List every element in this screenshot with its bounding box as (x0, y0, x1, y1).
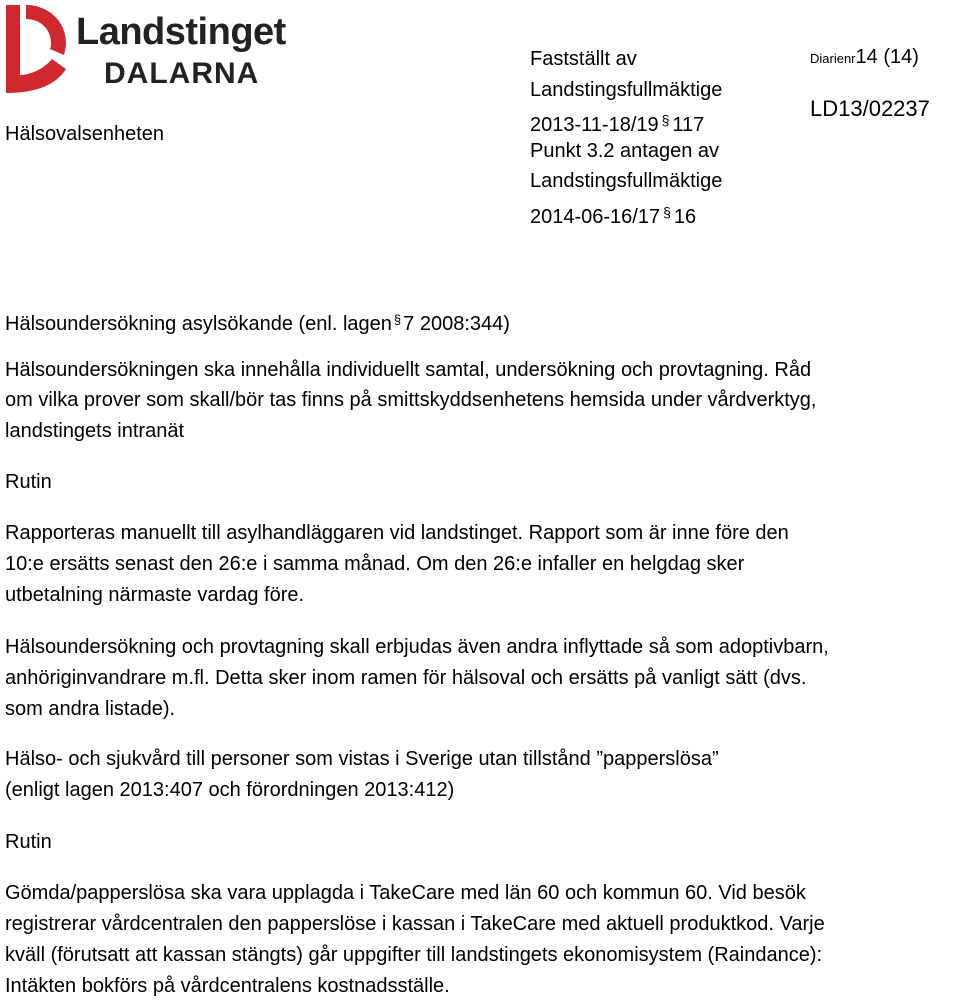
paragraph-line: 10:e ersätts senast den 26:e i samma månad. Om den 26:e infaller en helgdag sker (5, 553, 745, 575)
adoption-line: Landstingsfullmäktige (530, 78, 723, 101)
rutin-heading: Rutin (5, 471, 52, 493)
paragraph-line: kväll (förutsatt att kassan stängts) går uppgifter till landstingets ekonomisystem (Raindance): (5, 944, 823, 966)
paragraph-line: om vilka prover som skall/bör tas finns på smittskyddsenhetens hemsida under vårdverktyg, (5, 389, 817, 411)
heading-asylum: Hälsoundersökning asylsökande (enl. lagen § 7 2008:344) (5, 312, 510, 335)
adoption-line: 2013-11-18/19 § 117 (530, 112, 705, 137)
diarie-label: Diarienr (810, 51, 856, 66)
logo-emblem (4, 3, 70, 95)
section-sign: § (393, 312, 402, 327)
registration-number: LD13/02237 (810, 96, 930, 121)
adoption-block (530, 44, 722, 228)
paragraph-line: Hälsoundersökningen ska innehålla individuellt samtal, undersökning och provtagning. Råd (5, 359, 812, 381)
heading-undocumented-law: (enligt lagen 2013:407 och förordningen 2013:412) (5, 779, 455, 801)
section-sign: § (663, 203, 671, 220)
paragraph-line: Hälsoundersökning och provtagning skall erbjudas även andra inflyttade så som adoptivbarn, (5, 636, 829, 658)
paragraph-line: registrerar vårdcentralen den papperslöse i kassan i TakeCare med aktuell produktkod. Varje (5, 913, 825, 935)
logo-text-dalarna: DALARNA (104, 57, 260, 90)
paragraph-line: Gömda/papperslösa ska vara upplagda i TakeCare med län 60 och kommun 60. Vid besök (5, 882, 806, 904)
adoption-line: Fastställt av (530, 48, 637, 70)
paragraph-line: Rapporteras manuellt till asylhandläggaren vid landstinget. Rapport som är inne före den (5, 522, 789, 544)
unit-name: Hälsovalsenheten (5, 123, 164, 145)
paragraph-line: Intäkten bokförs på vårdcentralens kostnadsställe. (5, 975, 450, 997)
paragraph-line: anhöriginvandrare m.fl. Detta sker inom ramen för hälsoval och ersätts på vanligt sätt (dvs. (5, 667, 807, 689)
heading-undocumented: Hälso- och sjukvård till personer som vistas i Sverige utan tillstånd ”papperslösa” (5, 748, 719, 770)
rutin-heading: Rutin (5, 831, 52, 853)
paragraph-line: utbetalning närmaste vardag före. (5, 584, 305, 606)
adoption-line: Landstingsfullmäktige (530, 170, 723, 193)
section-sign: § (661, 112, 670, 129)
paragraph-line: landstingets intranät (5, 420, 185, 442)
adoption-line: 2014-06-16/17 § 16 (530, 203, 697, 228)
adoption-line: Punkt 3.2 antagen av (530, 139, 720, 162)
logo-text-landstinget: Landstinget (76, 11, 286, 53)
diarie-info (810, 44, 919, 72)
page-number: 14 (14) (855, 46, 919, 68)
paragraph-line: som andra listade). (5, 698, 176, 720)
